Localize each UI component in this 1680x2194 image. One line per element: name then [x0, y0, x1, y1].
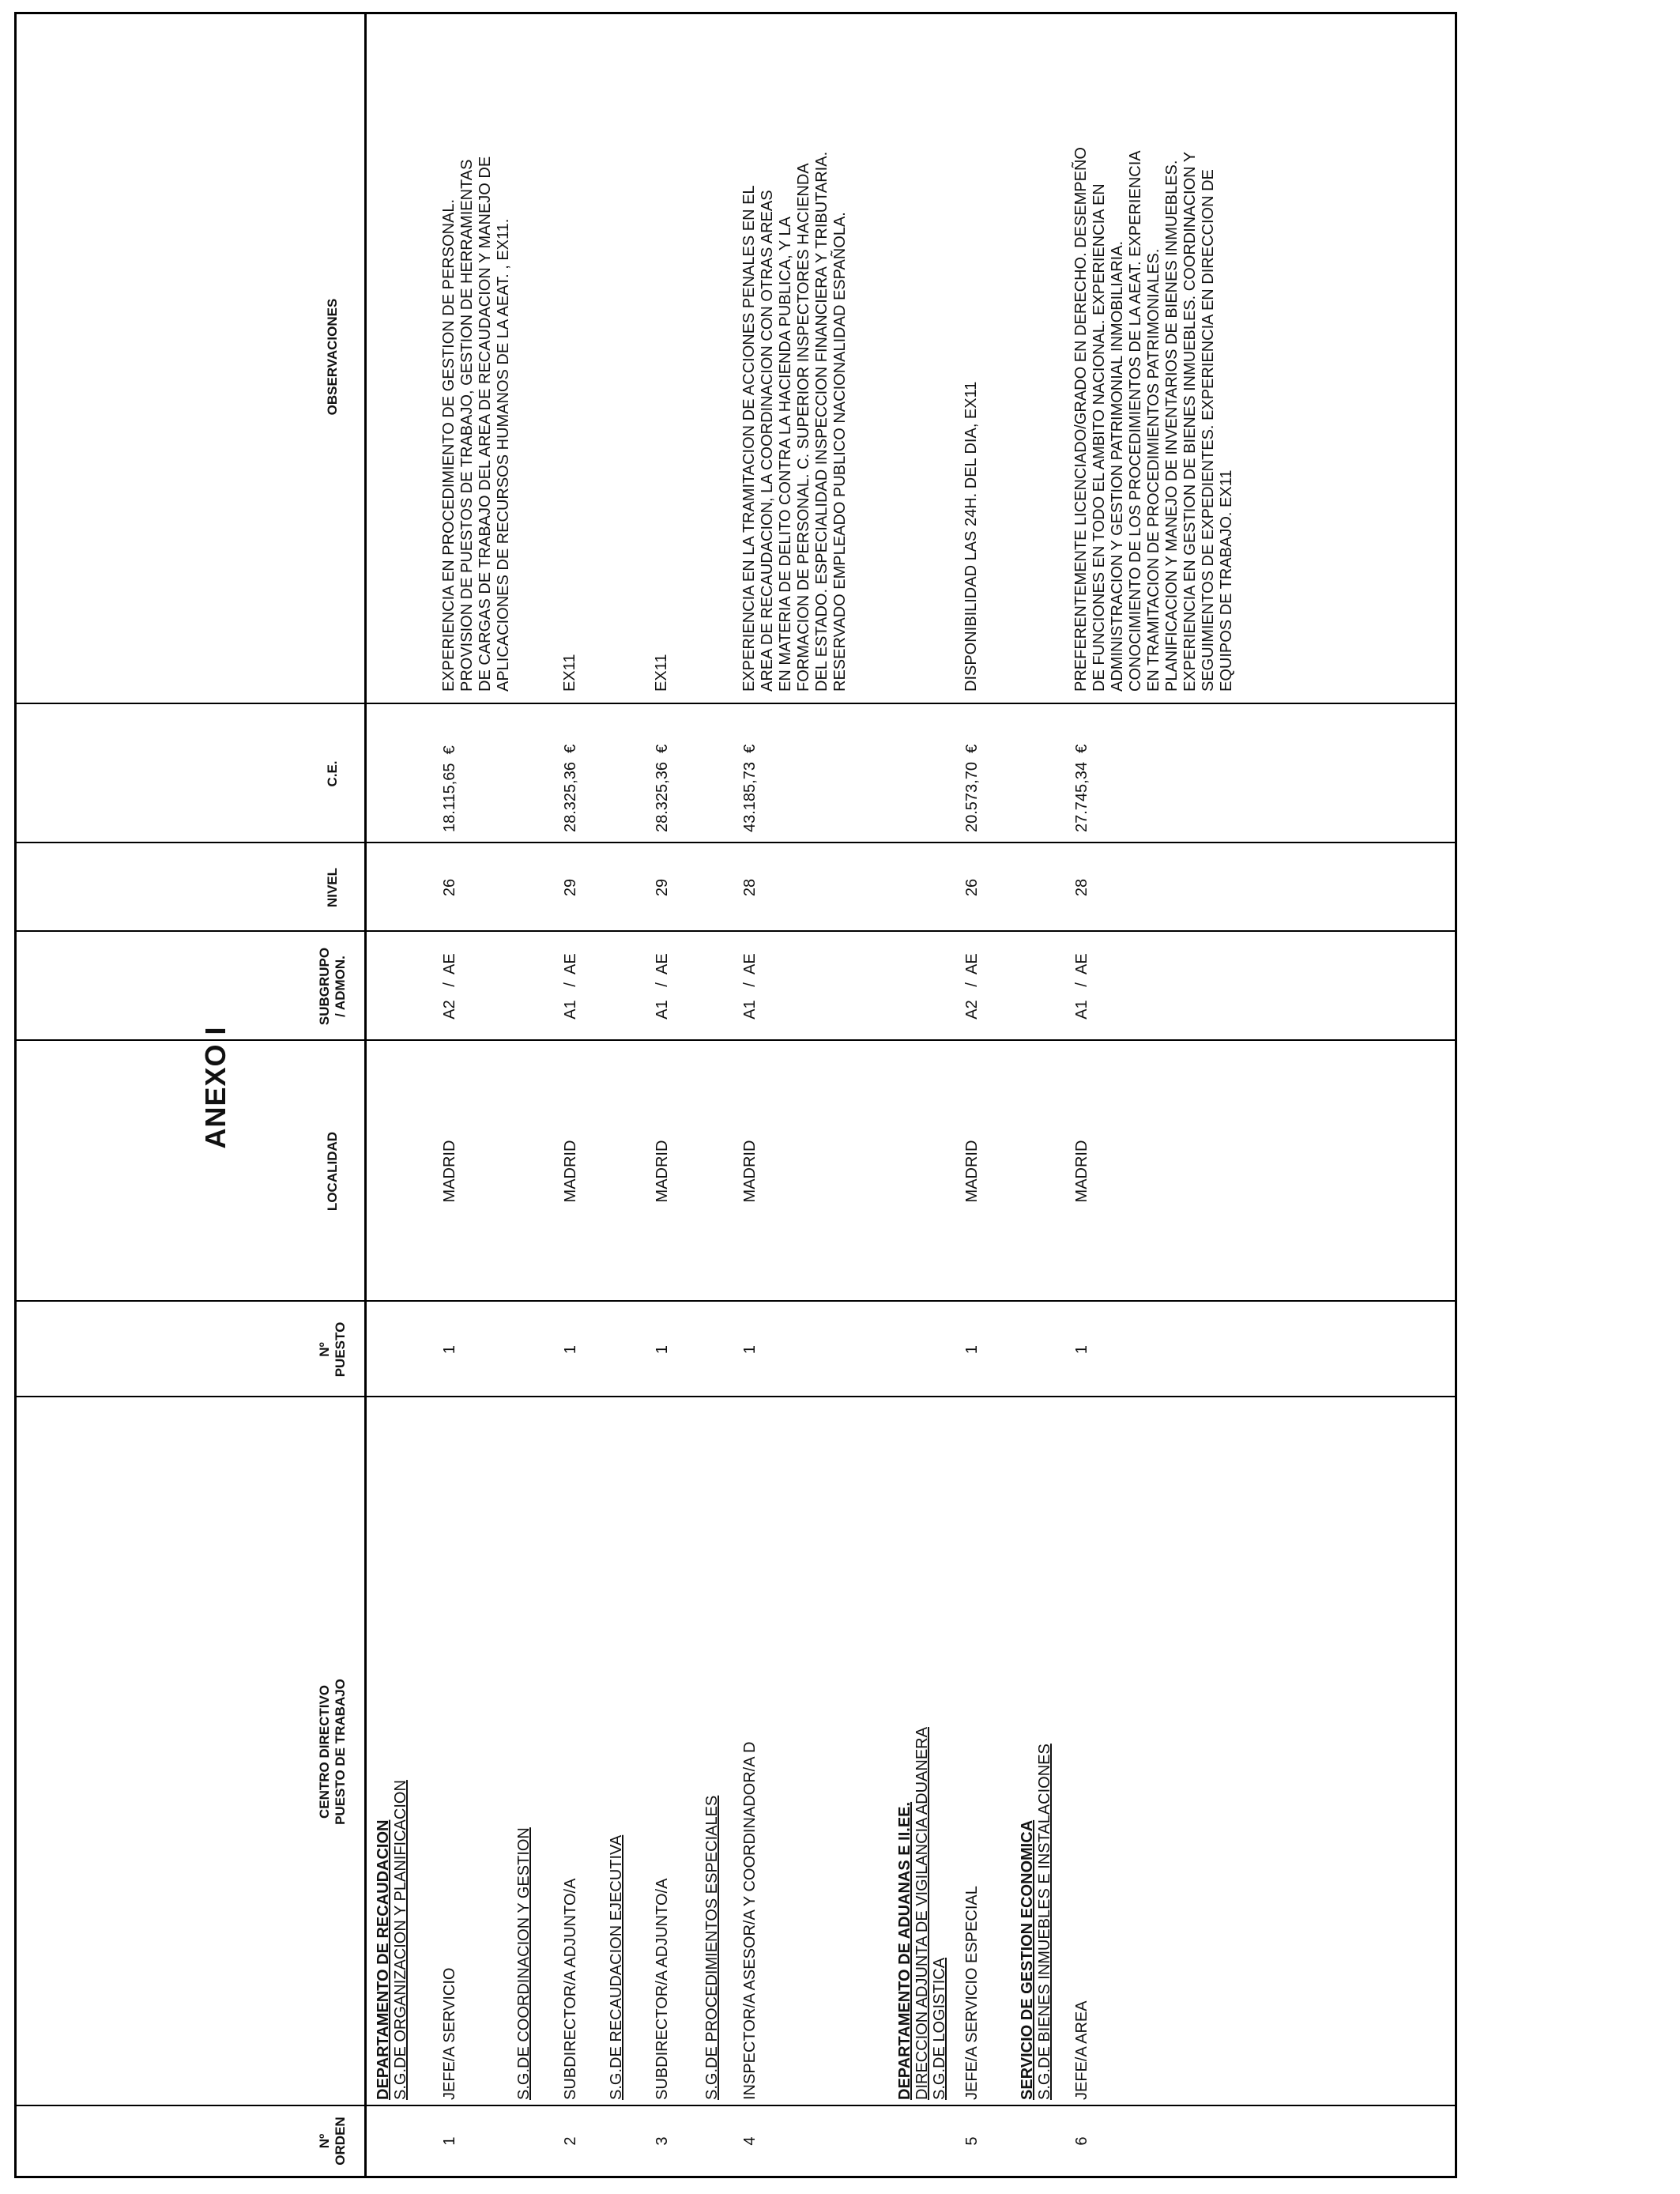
department-heading: DEPARTAMENTO DE RECAUDACION	[375, 1819, 392, 2100]
row-localidad: MADRID	[963, 1140, 981, 1203]
service-heading: SERVICIO DE GESTION ECONOMICA	[1019, 1819, 1036, 2100]
row-puesto-trabajo: INSPECTOR/A ASESOR/A Y COORDINADOR/A D	[741, 1741, 759, 2100]
column-divider	[17, 1300, 1455, 1302]
column-divider	[17, 1396, 1455, 1397]
column-divider	[17, 703, 1455, 704]
header-observaciones: OBSERVACIONES	[325, 298, 340, 416]
header-subgrupo: SUBGRUPO / ADMON.	[317, 947, 348, 1026]
column-divider	[17, 2105, 1455, 2106]
row-subgrupo: A1 / AE	[741, 953, 759, 1020]
row-orden: 5	[963, 2136, 981, 2146]
header-nivel: NIVEL	[325, 867, 340, 908]
row-orden: 4	[741, 2136, 759, 2146]
row-observaciones: EXPERIENCIA EN PROCEDIMIENTO DE GESTION DE PERSONAL. PROVISION DE PUESTOS DE TRABAJO, GESTION DE HERRAMIENTAS DE CARGAS DE TRABAJO DEL AREA DE RECAUDACION Y MANEJO DE APLICACIONES DE RECURSOS HUMANOS DE LA AEAT. , EX11.	[440, 156, 512, 692]
row-subgrupo: A2 / AE	[963, 953, 981, 1020]
row-localidad: MADRID	[441, 1140, 458, 1203]
subdirectorate-heading: S.G.DE PROCEDIMIENTOS ESPECIALES	[703, 1795, 721, 2100]
row-puesto-trabajo: JEFE/A AREA	[1073, 2000, 1090, 2100]
row-nivel: 28	[741, 878, 759, 897]
subdirectorate-heading: S.G.DE COORDINACION Y GESTION	[515, 1827, 533, 2100]
subdirectorate-heading: S.G.DE ORGANIZACION Y PLANIFICACION	[392, 1780, 409, 2100]
header-orden: Nº ORDEN	[317, 2117, 348, 2166]
row-n-puesto: 1	[562, 1344, 579, 1355]
row-observaciones: EX11	[653, 654, 670, 692]
row-puesto-trabajo: JEFE/A SERVICIO	[441, 1967, 458, 2100]
header-divider	[364, 14, 367, 2176]
row-subgrupo: A1 / AE	[1073, 953, 1090, 1020]
header-ce: C.E.	[325, 760, 340, 787]
row-localidad: MADRID	[1073, 1140, 1090, 1203]
header-n-puesto: Nº PUESTO	[317, 1321, 348, 1378]
row-nivel: 26	[441, 878, 458, 897]
row-observaciones: EXPERIENCIA EN LA TRAMITACION DE ACCIONES PENALES EN EL AREA DE RECAUDACION, LA COORDINACION CON OTRAS AREAS EN MATERIA DE DELITO CONTRA LA HACIENDA PUBLICA, Y LA FORMACION DE PERSONAL. C. SUPERIOR INSPECTORES HACIENDA DEL ESTADO. ESPECIALIDAD INSPECCION FINANCIERA Y TRIBUTARIA. RESERVADO EMPLEADO PUBLICO NACIONALIDAD ESPAÑOLA.	[740, 151, 849, 692]
row-n-puesto: 1	[441, 1344, 458, 1355]
row-ce: 20.573,70 €	[963, 744, 981, 832]
row-n-puesto: 1	[741, 1344, 759, 1355]
row-n-puesto: 1	[1073, 1344, 1090, 1355]
row-puesto-trabajo: SUBDIRECTOR/A ADJUNTO/A	[654, 1878, 671, 2100]
row-ce: 27.745,34 €	[1073, 744, 1090, 832]
row-puesto-trabajo: SUBDIRECTOR/A ADJUNTO/A	[562, 1878, 579, 2100]
row-subgrupo: A2 / AE	[441, 953, 458, 1020]
column-divider	[17, 1039, 1455, 1041]
row-nivel: 26	[963, 878, 981, 897]
row-orden: 6	[1073, 2136, 1090, 2146]
row-ce: 28.325,36 €	[654, 744, 671, 832]
row-n-puesto: 1	[654, 1344, 671, 1355]
column-divider	[17, 842, 1455, 843]
directorate-heading: DIRECCION ADJUNTA DE VIGILANCIA ADUANERA	[913, 1727, 931, 2100]
page-title: ANEXO I	[199, 1026, 232, 1149]
row-localidad: MADRID	[562, 1140, 579, 1203]
row-nivel: 28	[1073, 878, 1090, 897]
row-subgrupo: A1 / AE	[654, 953, 671, 1020]
row-ce: 18.115,65 €	[441, 745, 458, 832]
row-observaciones: PREFERENTEMENTE LICENCIADO/GRADO EN DERECHO. DESEMPEÑO DE FUNCIONES EN TODO EL AMBITO NACIONAL. EXPERIENCIA EN ADMINISTRACION Y GESTION PATRIMONIAL INMOBILIARIA. CONOCIMIENTO DE LOS PROCEDIMIENTOS DE LA AEAT. EXPERIENCIA EN TRAMITACION DE PROCEDIMIENTOS PATRIMONIALES. PLANIFICACION Y MANEJO DE INVENTARIOS DE BIENES INMUEBLES. EXPERIENCIA EN GESTION DE BIENES INMUEBLES. COORDINACION Y SEGUIMIENTOS DE EXPEDIENTES. EXPERIENCIA EN DIRECCION DE EQUIPOS DE TRABAJO. EX11	[1072, 147, 1235, 692]
row-orden: 3	[654, 2136, 671, 2146]
row-localidad: MADRID	[741, 1140, 759, 1203]
row-orden: 2	[562, 2136, 579, 2146]
table-frame	[14, 12, 1457, 2178]
row-observaciones: DISPONIBILIDAD LAS 24H. DEL DIA, EX11	[962, 381, 980, 692]
row-ce: 28.325,36 €	[562, 744, 579, 832]
department-heading: DEPARTAMENTO DE ADUANAS E II.EE.	[896, 1801, 913, 2100]
subdirectorate-heading: S.G.DE BIENES INMUEBLES E INSTALACIONES	[1036, 1744, 1053, 2100]
row-n-puesto: 1	[963, 1344, 981, 1355]
header-centro: CENTRO DIRECTIVO PUESTO DE TRABAJO	[317, 1679, 348, 1825]
header-localidad: LOCALIDAD	[325, 1131, 340, 1212]
row-observaciones: EX11	[561, 654, 578, 692]
subdirectorate-heading: S.G.DE RECAUDACION EJECUTIVA	[608, 1834, 625, 2100]
row-orden: 1	[441, 2136, 458, 2146]
row-subgrupo: A1 / AE	[562, 953, 579, 1020]
row-puesto-trabajo: JEFE/A SERVICIO ESPECIAL	[963, 1886, 981, 2100]
row-nivel: 29	[654, 878, 671, 897]
subdirectorate-heading: S.G.DE LOGISTICA	[931, 1957, 948, 2100]
row-nivel: 29	[562, 878, 579, 897]
row-ce: 43.185,73 €	[741, 744, 759, 832]
row-localidad: MADRID	[654, 1140, 671, 1203]
column-divider	[17, 930, 1455, 932]
